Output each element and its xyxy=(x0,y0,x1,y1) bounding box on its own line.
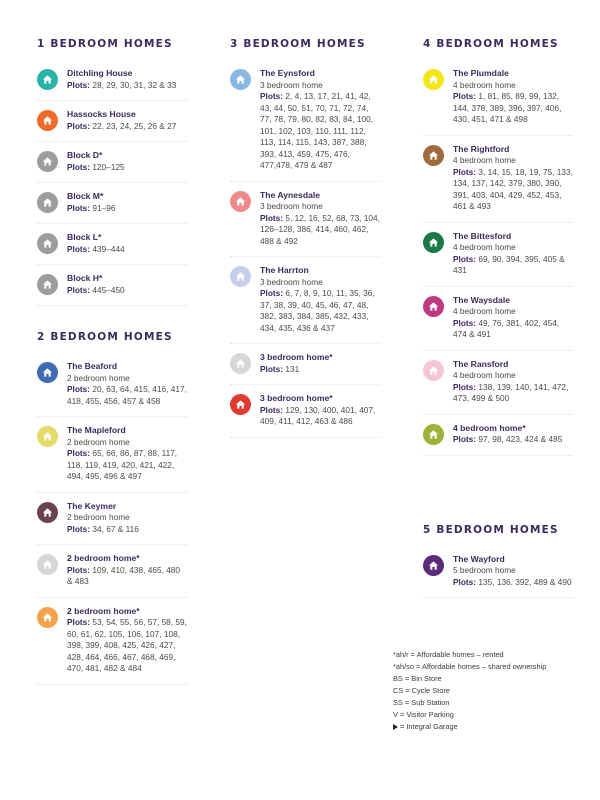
section-2-bedroom xyxy=(37,331,187,685)
plots-line xyxy=(453,577,573,589)
house-icon xyxy=(230,69,251,90)
plots-value: 445–450 xyxy=(92,284,125,295)
plots-label: Plots: xyxy=(67,617,91,627)
plots-value: 97, 98, 423, 424 & 485 xyxy=(478,434,563,444)
house-icon xyxy=(37,192,58,213)
plots-value: 131 xyxy=(285,363,300,374)
plots-label: Plots: xyxy=(67,384,91,394)
home-entry xyxy=(423,546,573,599)
plots-line xyxy=(260,405,380,428)
home-name: 3 bedroom home* xyxy=(260,393,333,403)
home-entry xyxy=(37,493,187,546)
home-description: 3 bedroom home xyxy=(260,79,323,90)
home-name: Block M* xyxy=(67,191,104,201)
legend-line: *ah/r = Affordable homes – rented xyxy=(393,650,504,659)
section-title: 5 BEDROOM HOMES xyxy=(423,523,559,536)
column-left xyxy=(37,38,187,685)
plots-line xyxy=(67,285,187,297)
plots-label: Plots: xyxy=(67,448,91,458)
house-icon xyxy=(37,274,58,295)
home-name: 4 bedroom home* xyxy=(453,422,526,433)
legend-line: SS = Sub Station xyxy=(393,698,450,707)
plots-label: Plots: xyxy=(453,317,477,328)
home-entry xyxy=(37,183,187,224)
home-name: The Wayford xyxy=(453,553,505,564)
legend-text: = Integral Garage xyxy=(400,722,458,731)
legend-line: V = Visitor Parking xyxy=(393,710,454,719)
section-4-bedroom xyxy=(423,38,573,456)
home-entry xyxy=(37,142,187,183)
plots-value: 20, 63, 64, 415, 416, 417, 418, 455, 456, 457 & 458 xyxy=(67,384,187,406)
plots-value: 28, 29, 30, 31, 32 & 33 xyxy=(92,79,177,90)
plots-line xyxy=(67,448,187,483)
home-entry xyxy=(37,224,187,265)
plots-value: 138, 139, 140, 141, 472, 473, 499 & 500 xyxy=(453,381,569,403)
house-icon xyxy=(37,502,58,523)
home-description: 2 bedroom home xyxy=(67,436,130,447)
plots-label: Plots: xyxy=(67,564,91,575)
home-name: Block L* xyxy=(67,232,102,242)
house-icon xyxy=(37,607,58,628)
home-entry xyxy=(230,344,380,385)
house-icon xyxy=(230,353,251,374)
plots-value: 120–125 xyxy=(92,161,125,172)
plots-label: Plots: xyxy=(453,166,477,177)
home-entry xyxy=(37,598,187,685)
plots-line xyxy=(453,167,573,213)
plots-label: Plots: xyxy=(67,161,91,172)
plots-label: Plots: xyxy=(67,120,91,131)
home-name: The Plumdale xyxy=(453,68,509,78)
plots-value: 129, 130, 400, 401, 407, 409, 411, 412, 463 & 486 xyxy=(260,404,376,426)
plots-value: 53, 54, 55, 56, 57, 58, 59, 60, 61, 62, 105, 106, 107, 108, 398, 399, 408, 425, 426, 427, 428, 464, 466, 467, 468, 469, 470, 481, 482 & 484 xyxy=(67,617,187,673)
plots-label: Plots: xyxy=(67,523,91,534)
plots-line xyxy=(260,288,380,334)
home-name: The Harrton xyxy=(260,265,309,275)
house-icon xyxy=(37,151,58,172)
plots-line xyxy=(453,434,573,446)
plots-label: Plots: xyxy=(453,253,477,264)
home-name: The Waysdale xyxy=(453,294,510,305)
home-name: 2 bedroom home* xyxy=(67,605,140,616)
home-entry xyxy=(423,351,573,415)
house-icon xyxy=(37,426,58,447)
plots-value: 6, 7, 8, 9, 10, 11, 35, 36, 37, 38, 39, 40, 45, 46, 47, 48, 382, 383, 384, 385, 432, 433, 434, 435, 436 & 437 xyxy=(260,288,375,333)
plots-label: Plots: xyxy=(453,381,477,392)
home-description: 5 bedroom home xyxy=(453,565,516,575)
home-name: Ditchling House xyxy=(67,68,133,78)
section-5-bedroom xyxy=(423,524,573,599)
legend-line: BS = Bin Store xyxy=(393,674,442,683)
home-entry xyxy=(37,101,187,142)
plots-line xyxy=(67,80,187,92)
plots-label: Plots: xyxy=(260,212,284,223)
plots-label: Plots: xyxy=(453,576,477,587)
home-entry xyxy=(230,60,380,182)
home-entry xyxy=(37,60,187,101)
home-description: 4 bedroom home xyxy=(453,306,516,316)
section-title: 1 BEDROOM HOMES xyxy=(37,38,173,50)
plots-value: 109, 410, 438, 465, 480 & 483 xyxy=(67,564,181,586)
house-icon xyxy=(230,191,251,212)
house-icon xyxy=(37,362,58,383)
section-title: 2 BEDROOM HOMES xyxy=(37,331,173,343)
home-description: 4 bedroom home xyxy=(453,155,516,165)
home-name: Block H* xyxy=(67,273,103,283)
home-entry xyxy=(37,417,187,493)
plots-label: Plots: xyxy=(67,79,91,90)
plots-value: 439–444 xyxy=(92,243,125,254)
home-description: 4 bedroom home xyxy=(453,370,516,380)
home-name: The Mapleford xyxy=(67,425,126,435)
plots-line xyxy=(453,91,573,126)
column-middle xyxy=(230,38,380,438)
plots-value: 1, 81, 85, 89, 99, 132, 144, 378, 389, 396, 397, 406, 430, 451, 471 & 498 xyxy=(453,91,562,124)
plots-line xyxy=(67,121,187,133)
home-name: 3 bedroom home* xyxy=(260,352,333,362)
house-icon xyxy=(423,424,444,445)
home-name: 2 bedroom home* xyxy=(67,553,140,563)
house-icon xyxy=(423,232,444,253)
column-right xyxy=(423,38,573,598)
house-icon xyxy=(37,233,58,254)
plots-value: 65, 66, 86, 87, 88, 117, 118, 119, 419, 420, 421, 422, 494, 495, 496 & 497 xyxy=(67,448,178,481)
plots-label: Plots: xyxy=(67,284,91,295)
home-entry xyxy=(423,136,573,223)
home-description: 3 bedroom home xyxy=(260,276,323,287)
house-icon xyxy=(423,360,444,381)
plots-label: Plots: xyxy=(260,404,284,415)
home-name: Hassocks House xyxy=(67,109,136,119)
home-name: The Ransford xyxy=(453,358,509,369)
plots-value: 2, 4, 13, 17, 21, 41, 42, 43, 44, 50, 51, 70, 71, 72, 74, 77, 78, 79, 80, 82, 83, 84, 100, 101, 102, 103, 110, 111, 112, 113, 114, 115, 143, 387, 388, 393, 413, 459, 475, 476, 477,478, 479 & 487 xyxy=(260,91,374,170)
home-entry xyxy=(37,353,187,417)
house-icon xyxy=(423,296,444,317)
house-icon xyxy=(423,69,444,90)
home-description: 4 bedroom home xyxy=(453,242,516,252)
home-description: 2 bedroom home xyxy=(67,372,130,383)
plots-line xyxy=(67,203,187,215)
section-1-bedroom xyxy=(37,38,187,306)
plots-label: Plots: xyxy=(67,243,91,254)
plots-line xyxy=(260,364,380,376)
plots-line xyxy=(67,384,187,407)
home-name: The Aynesdale xyxy=(260,189,321,200)
home-entry xyxy=(423,287,573,351)
home-name: The Rightford xyxy=(453,143,510,154)
plots-line xyxy=(453,254,573,277)
plots-line xyxy=(453,382,573,405)
plots-line xyxy=(260,213,380,248)
plots-value: 22, 23, 24, 25, 26 & 27 xyxy=(92,120,177,131)
home-description: 2 bedroom home xyxy=(67,512,130,522)
home-entry xyxy=(230,182,380,258)
plots-line xyxy=(67,524,187,536)
section-3-bedroom xyxy=(230,38,380,438)
plots-line xyxy=(67,565,187,588)
plots-label: Plots: xyxy=(67,202,91,213)
house-icon xyxy=(37,69,58,90)
home-entry xyxy=(423,415,573,456)
home-entry xyxy=(423,223,573,287)
home-entry xyxy=(230,257,380,344)
plots-label: Plots: xyxy=(260,363,284,374)
legend-line: CS = Cycle Store xyxy=(393,686,450,695)
house-icon xyxy=(423,145,444,166)
legend-line: *ah/so = Affordable homes – shared ownership xyxy=(393,662,547,671)
plots-line xyxy=(67,162,187,174)
house-icon xyxy=(230,266,251,287)
plots-value: 49, 76, 381, 402, 454, 474 & 491 xyxy=(453,317,560,339)
plots-label: Plots: xyxy=(453,91,477,101)
legend-line-garage xyxy=(393,721,593,733)
house-icon xyxy=(230,394,251,415)
legend xyxy=(393,649,593,733)
plots-label: Plots: xyxy=(453,434,477,444)
plots-value: 91–96 xyxy=(92,202,116,213)
home-entry xyxy=(423,60,573,136)
plots-value: 69, 90, 394, 395, 405 & 431 xyxy=(453,253,565,275)
garage-triangle-icon xyxy=(393,724,398,730)
plots-value: 135, 136, 392, 489 & 490 xyxy=(478,576,572,587)
home-name: Block D* xyxy=(67,150,103,160)
plots-line xyxy=(260,91,380,172)
house-icon xyxy=(37,110,58,131)
home-entry xyxy=(37,545,187,598)
plots-line xyxy=(453,318,573,341)
section-title: 3 BEDROOM HOMES xyxy=(230,38,366,50)
home-description: 4 bedroom home xyxy=(453,79,516,90)
home-description: 3 bedroom home xyxy=(260,201,323,211)
home-entry xyxy=(37,265,187,306)
house-icon xyxy=(37,554,58,575)
plots-label: Plots: xyxy=(260,91,284,101)
plots-line xyxy=(67,617,187,675)
home-name: The Beaford xyxy=(67,361,118,371)
plots-value: 3, 14, 15, 18, 19, 75, 133, 134, 137, 142, 379, 380, 390, 391, 403, 404, 429, 452, 453, 461 & 493 xyxy=(453,166,573,211)
home-entry xyxy=(230,385,380,438)
plots-label: Plots: xyxy=(260,288,284,298)
home-name: The Eynsford xyxy=(260,68,315,78)
home-name: The Bittesford xyxy=(453,230,512,241)
plots-value: 5, 12, 16, 52, 68, 73, 104, 126–128, 386, 414, 460, 462, 488 & 492 xyxy=(260,212,380,246)
plots-value: 34, 67 & 116 xyxy=(92,523,139,534)
home-name: The Keymer xyxy=(67,500,117,511)
plots-line xyxy=(67,244,187,256)
house-icon xyxy=(423,555,444,576)
section-title: 4 BEDROOM HOMES xyxy=(423,38,559,50)
